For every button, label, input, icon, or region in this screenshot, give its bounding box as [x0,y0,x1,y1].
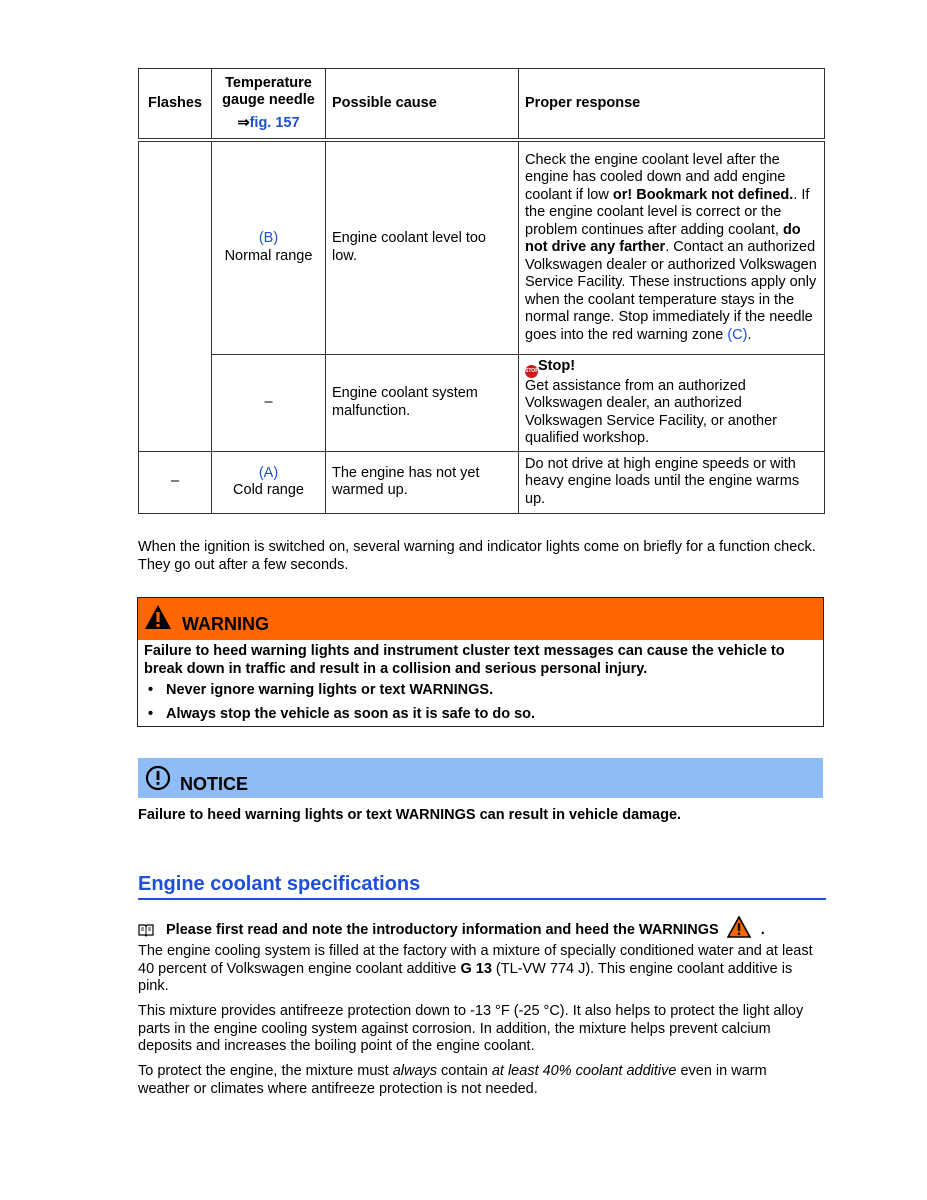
header-response: Proper response [519,69,825,141]
stop-sign-icon: STOP [525,365,538,378]
list-item [144,682,817,700]
table-row [139,451,825,513]
paragraph-text: even in warm weather or climates where antifreeze protection is not needed. [138,1063,767,1097]
warning-bullet-text: Never ignore warning lights or text WARNINGS. [166,682,494,698]
paragraph-coolant-mixture [138,943,818,996]
read-note-end: . [760,922,765,938]
warning-bullet-list [144,682,817,723]
needle-range-label: Cold range [233,482,304,498]
forty-percent-emphasis: at least 40% coolant additive [491,1063,677,1079]
response-text: Check the engine coolant level after the engine has cooled down and add engine coolant if low [525,151,786,203]
notice-header [138,758,823,798]
notice-text: Failure to heed warning lights or text WARNINGS can result in vehicle damage. [138,807,682,823]
flashes-cell-empty [139,140,212,451]
paragraph-antifreeze: This mixture provides antifreeze protection down to -13 °F (-25 °C). It also helps to protect the light alloy parts in the engine cooling system against corrosion. In addition, the mixture helps prevent calcium deposits and increases the boiling point of the engine coolant. [138,1003,804,1054]
response-text: Get assistance from an authorized Volkswagen dealer, an authorized Volkswagen Service Facility, or another qualified workshop. [525,377,777,446]
cause-cell: Engine coolant level too low. [326,140,519,354]
bullet-icon: • [148,682,154,698]
response-text: . [747,326,752,343]
cause-cell: Engine coolant system malfunction. [326,354,519,451]
paragraph-text: The engine cooling system is filled at the factory with a mixture of specially conditioned water and at least 40 percent of Volkswagen engine coolant additive [138,943,813,977]
g13-emphasis: G 13 [460,960,492,977]
warning-triangle-icon [144,604,172,630]
bookmark-error: or! Bookmark not defined. [612,186,794,203]
needle-cell: – [212,354,326,451]
header-flashes: Flashes [139,69,212,141]
warning-title: WARNING [182,614,269,634]
response-cell [519,140,825,354]
always-emphasis: always [392,1063,438,1079]
header-cause: Possible cause [326,69,519,141]
exclamation-circle-icon [145,765,171,791]
list-item [144,706,817,724]
bullet-icon: • [148,705,154,722]
warning-bullet-text: Always stop the vehicle as soon as it is safe to do so. [166,705,536,722]
notice-title: NOTICE [180,774,249,794]
paragraph-text: To protect the engine, the mixture must [138,1063,393,1079]
warning-body [138,640,823,732]
stop-label: Stop! [538,357,576,374]
warning-text: Failure to heed warning lights and instrument cluster text messages can cause the vehicle to break down in traffic and result in a collision and serious personal injury. [144,643,785,677]
header-needle-line1: Temperature [225,74,312,91]
warning-triangle-icon[interactable] [727,916,751,938]
response-text: . Contact an authorized Volkswagen dealer or authorized Volkswagen Service Facility. These instructions apply only when the coolant temperature stays in the normal range. Stop immediately if the needle goes into the red warning zone [525,239,817,343]
paragraph-protect-engine [138,1063,818,1098]
warning-box [137,597,824,727]
flashes-cell: – [139,451,212,513]
section-heading: Engine coolant specifications [138,873,421,895]
paragraph-text: contain [437,1063,492,1079]
header-needle [212,69,326,141]
header-needle-line2: gauge needle [222,92,315,109]
read-note [138,916,828,940]
right-arrow-icon: ⇒ [237,114,250,131]
open-book-icon [138,923,154,937]
do-not-drive-emphasis: do not drive any farther [525,221,801,255]
table-header-row [139,69,825,141]
warning-header [138,598,823,640]
table-row [139,140,825,354]
range-a-link[interactable]: (A) [258,464,279,481]
heading-rule [138,898,826,900]
table-row [139,354,825,451]
range-b-link[interactable]: (B) [258,230,279,247]
range-c-link[interactable]: (C) [727,326,748,343]
needle-cell [212,140,326,354]
needle-range-label: Normal range [224,247,313,264]
coolant-gauge-table [138,68,825,514]
needle-cell [212,451,326,513]
read-note-text: Please first read and note the introductory information and heed the WARNINGS [166,922,719,938]
cause-cell: The engine has not yet warmed up. [326,451,519,513]
fig-157-link[interactable]: fig. 157 [249,114,300,131]
response-cell [519,354,825,451]
response-text: . If the engine coolant level is correct or the problem continues after adding coolant, [525,186,810,238]
paragraph-text: (TL-VW 774 J). This engine coolant additive is pink. [138,960,793,994]
response-cell: Do not drive at high engine speeds or with heavy engine loads until the engine warms up. [519,451,825,513]
intro-paragraph: When the ignition is switched on, several warning and indicator lights come on briefly for a function check. They go out after a few seconds. [138,539,816,573]
